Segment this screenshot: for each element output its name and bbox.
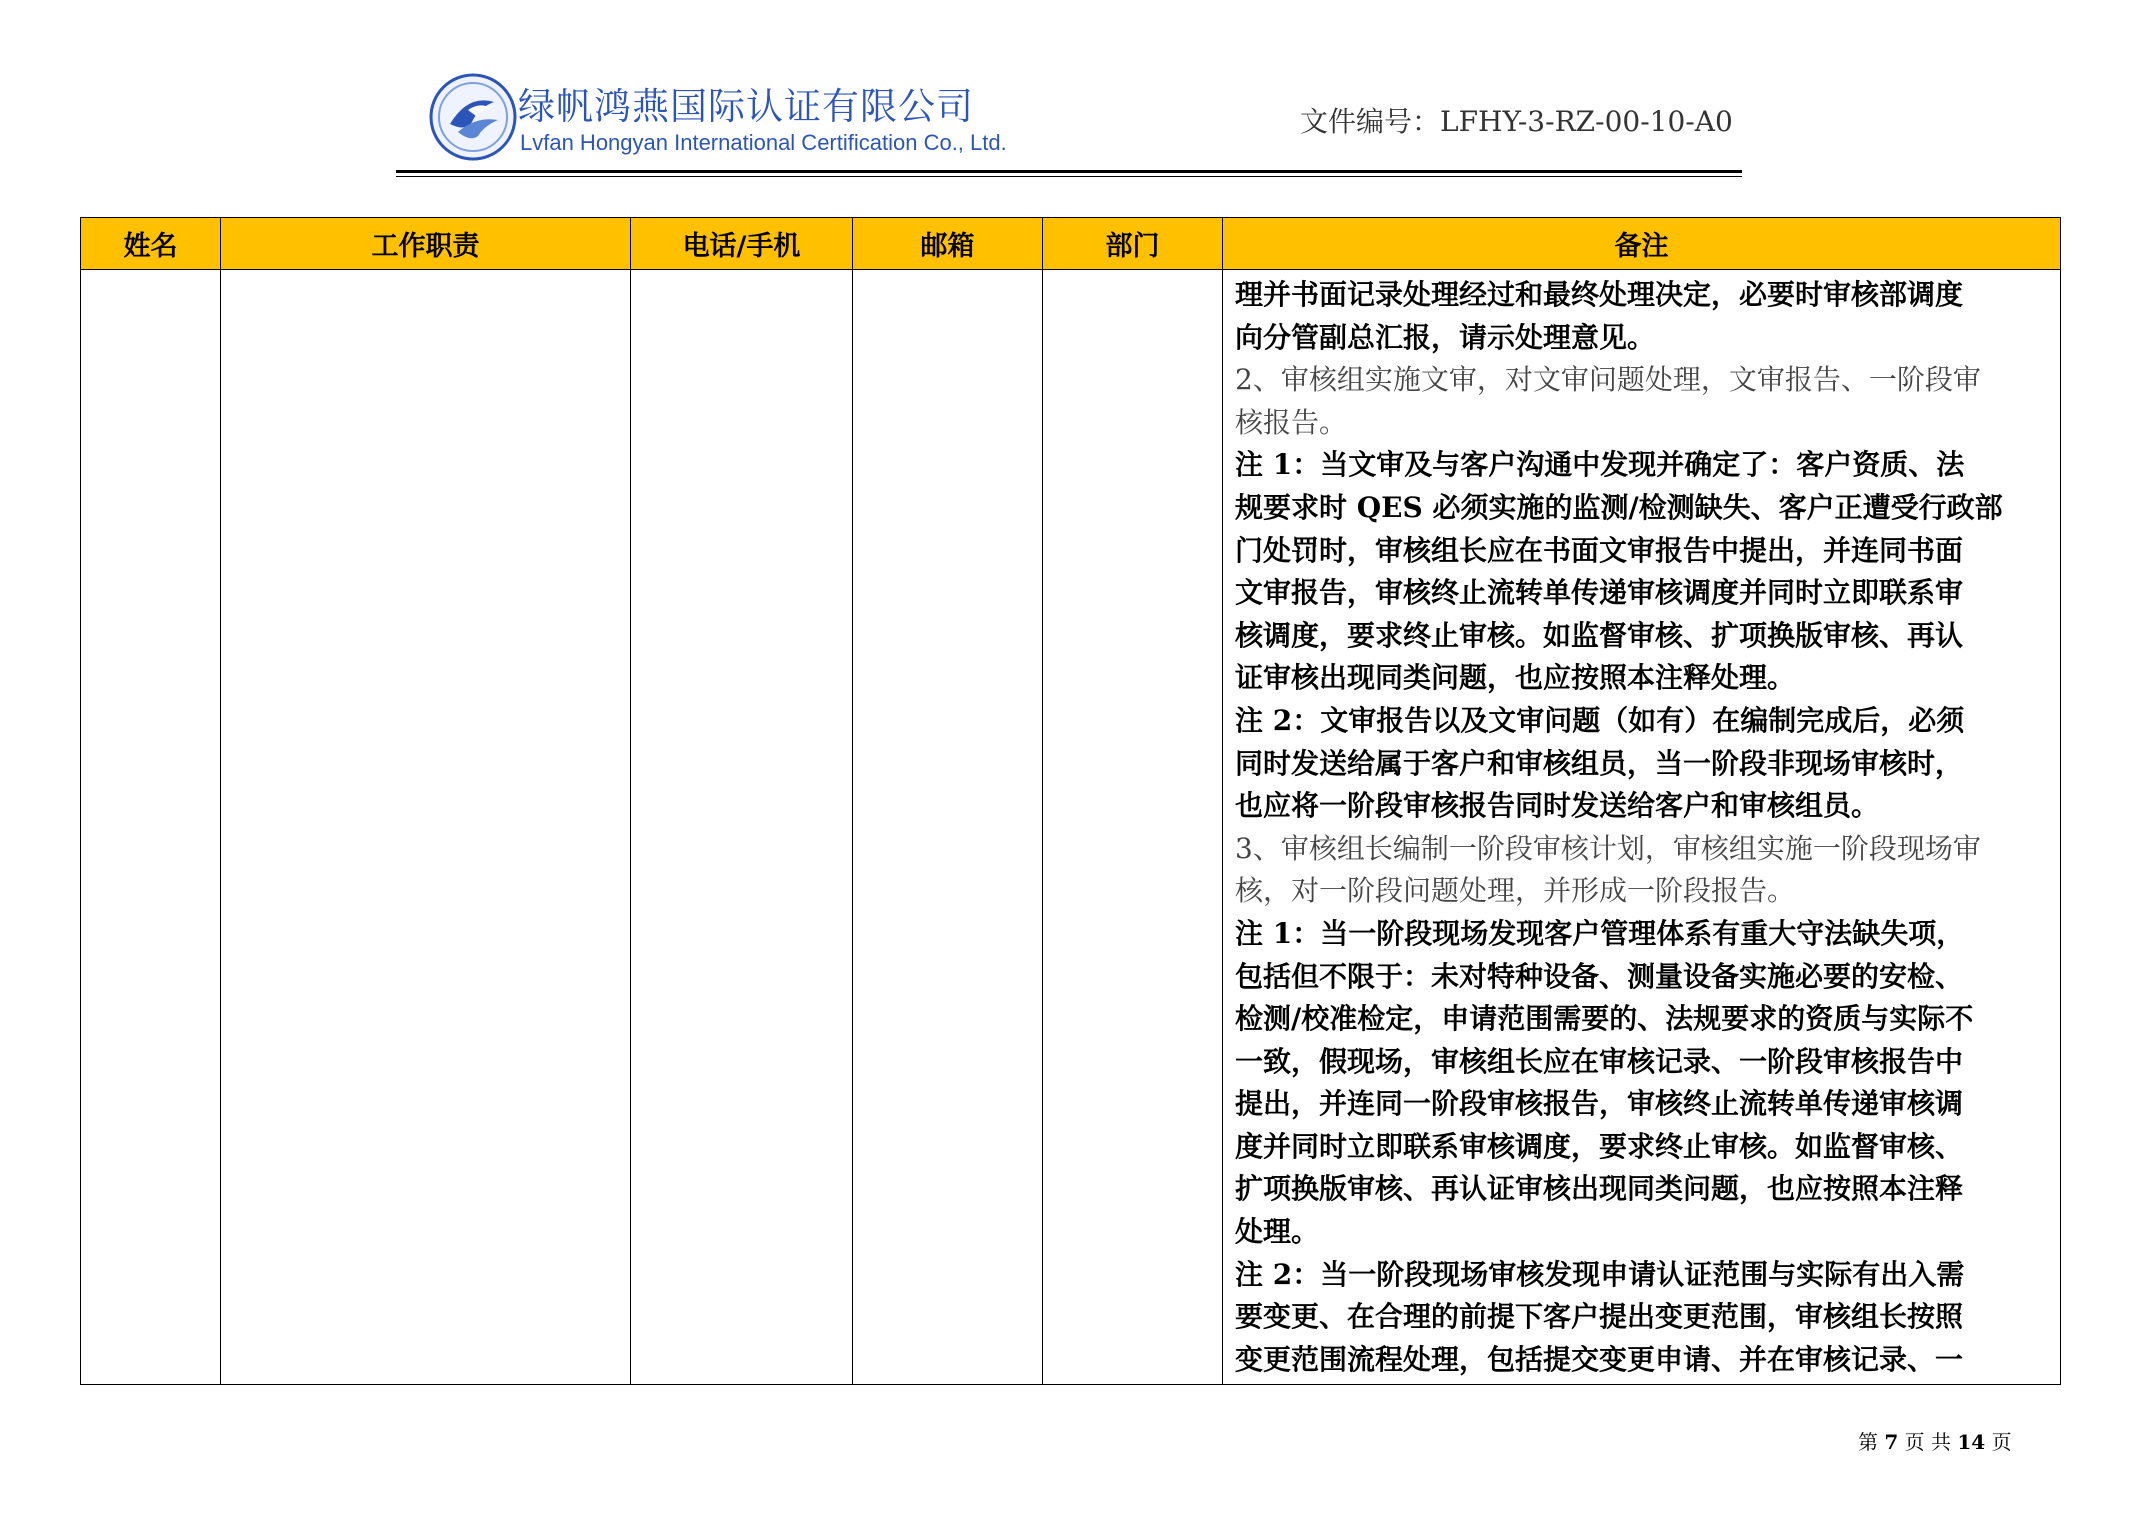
page-middle: 页 共	[1904, 1430, 1951, 1454]
page-prefix: 第	[1858, 1430, 1878, 1454]
document-number: 文件编号：LFHY-3-RZ-00-10-A0	[1300, 105, 1733, 138]
remarks-line: 注 1：当一阶段现场发现客户管理体系有重大守法缺失项，	[1235, 916, 1965, 950]
remarks-line: 2、审核组实施文审，对文审问题处理，文审报告、一阶段审	[1235, 363, 1981, 397]
header-department: 部门	[1043, 218, 1223, 270]
cell-email	[853, 270, 1043, 1385]
remarks-line: 文审报告，审核终止流转单传递审核调度并同时立即联系审	[1235, 576, 1964, 610]
header-duties: 工作职责	[221, 218, 631, 270]
company-name-cn: 绿帆鸿燕国际认证有限公司	[518, 85, 974, 128]
cell-duties	[221, 270, 631, 1385]
remarks-line: 核报告。	[1235, 405, 1348, 439]
header-remarks: 备注	[1223, 218, 2061, 270]
remarks-line: 一致，假现场，审核组长应在审核记录、一阶段审核报告中	[1235, 1044, 1964, 1078]
remarks-line: 要变更、在合理的前提下客户提出变更范围，审核组长按照	[1235, 1300, 1964, 1334]
remarks-line: 包括但不限于：未对特种设备、测量设备实施必要的安检、	[1235, 959, 1964, 993]
header-divider	[396, 170, 1742, 173]
table-row	[81, 270, 2061, 1385]
remarks-line: 处理。	[1235, 1215, 1320, 1249]
remarks-line: 向分管副总汇报，请示处理意见。	[1235, 320, 1656, 354]
remarks-line: 规要求时 QES 必须实施的监测/检测缺失、客户正遭受行政部	[1235, 490, 2003, 524]
company-logo-emblem	[428, 72, 518, 162]
header-phone: 电话/手机	[631, 218, 853, 270]
remarks-line: 注 2：文审报告以及文审问题（如有）在编制完成后，必须	[1235, 703, 1965, 737]
page-suffix: 页	[1991, 1430, 2012, 1454]
company-name-en: Lvfan Hongyan International Certification Co., Ltd.	[520, 130, 1007, 155]
header-email: 邮箱	[853, 218, 1043, 270]
cell-remarks	[1223, 270, 2061, 1385]
remarks-line: 核，对一阶段问题处理，并形成一阶段报告。	[1235, 874, 1796, 908]
remarks-line: 提出，并连同一阶段审核报告，审核终止流转单传递审核调	[1235, 1087, 1964, 1121]
remarks-line: 注 1：当文审及与客户沟通中发现并确定了：客户资质、法	[1235, 448, 1965, 482]
remarks-line: 扩项换版审核、再认证审核出现同类问题，也应按照本注释	[1235, 1172, 1964, 1206]
remarks-line: 门处罚时，审核组长应在书面文审报告中提出，并连同书面	[1235, 533, 1964, 567]
remarks-line: 变更范围流程处理，包括提交变更申请、并在审核记录、一	[1235, 1342, 1964, 1376]
contacts-table	[80, 217, 2061, 1385]
remarks-line: 3、审核组长编制一阶段审核计划，审核组实施一阶段现场审	[1235, 831, 1981, 865]
remarks-line: 证审核出现同类问题，也应按照本注释处理。	[1235, 661, 1796, 695]
remarks-line: 也应将一阶段审核报告同时发送给客户和审核组员。	[1235, 789, 1880, 823]
remarks-text	[1235, 274, 2050, 1381]
total-pages: 14	[1957, 1430, 1986, 1454]
table-header-row	[81, 218, 2061, 270]
header-name: 姓名	[81, 218, 221, 270]
remarks-line: 检测/校准检定，申请范围需要的、法规要求的资质与实际不	[1235, 1002, 1974, 1036]
cell-department	[1043, 270, 1223, 1385]
remarks-line: 核调度，要求终止审核。如监督审核、扩项换版审核、再认	[1235, 618, 1964, 652]
remarks-line: 同时发送给属于客户和审核组员，当一阶段非现场审核时，	[1235, 746, 1964, 780]
remarks-line: 注 2：当一阶段现场审核发现申请认证范围与实际有出入需	[1235, 1257, 1965, 1291]
page-number	[1858, 1426, 2012, 1455]
cell-name	[81, 270, 221, 1385]
header-divider-thin	[396, 176, 1742, 177]
current-page: 7	[1884, 1430, 1899, 1454]
cell-phone	[631, 270, 853, 1385]
remarks-line: 度并同时立即联系审核调度，要求终止审核。如监督审核、	[1235, 1129, 1964, 1163]
remarks-line: 理并书面记录处理经过和最终处理决定，必要时审核部调度	[1235, 278, 1964, 311]
